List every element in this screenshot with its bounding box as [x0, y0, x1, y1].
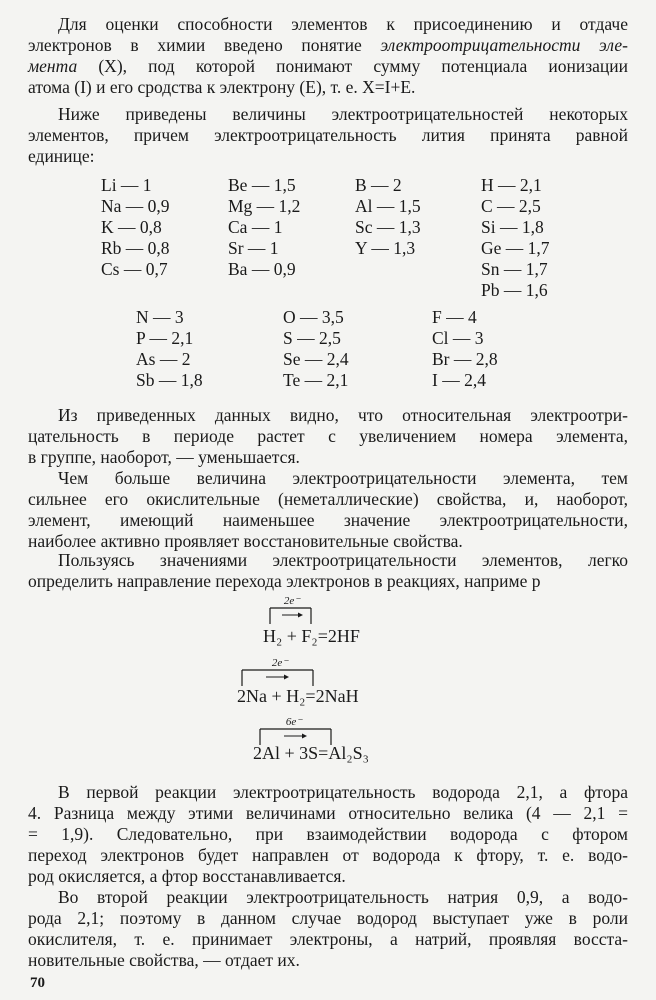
electron-count-label-1: 2e⁻: [283, 595, 301, 607]
reaction-2-equals: =: [305, 686, 316, 706]
electron-count-label-2: 2e⁻: [271, 657, 289, 669]
reaction-3: [253, 743, 369, 764]
element-value: N — 3: [136, 307, 184, 327]
direction-paragraph: [28, 550, 628, 592]
element-group-7: [432, 307, 498, 391]
reaction-1-equals: =: [317, 626, 328, 646]
element-value: Sn — 1,7: [481, 259, 548, 279]
electron-transfer-arrow-3: [252, 715, 352, 745]
intro-line-2: электронов в химии введено понятие: [28, 35, 381, 55]
second-reaction-line-4: новительные свойства, — отдает их.: [28, 950, 300, 970]
element-value: As — 2: [136, 349, 191, 369]
element-value: K — 0,8: [101, 217, 162, 237]
reaction-2: [237, 686, 359, 707]
element-group-3: [355, 175, 421, 259]
oxidizing-line-3: элемент, имеющий наименьшее значение электроотрицательности,: [28, 510, 628, 530]
intro-term-2: мента: [28, 56, 78, 76]
trend-line-2: цательность в периоде растет с увеличением номера элемента,: [28, 426, 628, 446]
first-reaction-line-4: переход электронов будет направлен от водорода к фтору, т. е. водо-: [28, 845, 628, 865]
element-value: Te — 2,1: [283, 370, 349, 390]
element-value: O — 3,5: [283, 307, 344, 327]
reaction-3-reactants: 2Al + 3S: [253, 743, 319, 763]
oxidizing-line-1: Чем больше величина электроотрицательности элемента, тем: [58, 468, 628, 488]
element-value: Ge — 1,7: [481, 238, 550, 258]
element-value: Y — 1,3: [355, 238, 416, 258]
table-intro-line-3: единице:: [28, 146, 95, 166]
table-intro-line-1: Ниже приведены величины электроотрицательностей некоторых: [58, 104, 628, 124]
element-value: Sr — 1: [228, 238, 279, 258]
reaction-3-equals: =: [318, 743, 329, 763]
reaction-2-products: 2NaH: [315, 686, 359, 706]
table-intro-line-2: элементов, причем электроотрицательность лития принята равной: [28, 125, 628, 145]
trend-paragraph: [28, 405, 628, 468]
element-value: I — 2,4: [432, 370, 486, 390]
element-group-5: [136, 307, 203, 391]
element-value: F — 4: [432, 307, 477, 327]
first-reaction-line-1: В первой реакции электроотрицательность водорода 2,1, а фтора: [58, 782, 628, 802]
element-value: Ca — 1: [228, 217, 283, 237]
element-group-4: [481, 175, 550, 301]
first-reaction-paragraph: [28, 782, 628, 887]
intro-paragraph: [28, 14, 628, 98]
reaction-1-reactants: H₂ + F₂: [263, 626, 318, 646]
element-value: H — 2,1: [481, 175, 542, 195]
element-value: Se — 2,4: [283, 349, 349, 369]
element-value: Mg — 1,2: [228, 196, 301, 216]
second-reaction-line-2: рода 2,1; поэтому в данном случае водород выступает уже в роли: [28, 908, 628, 928]
reaction-1: [263, 626, 360, 647]
reaction-1-products: 2HF: [327, 626, 360, 646]
element-value: S — 2,5: [283, 328, 341, 348]
intro-line-3: (X), под которой понимают сумму потенциала ионизации: [77, 56, 628, 76]
second-reaction-paragraph: [28, 887, 628, 971]
element-value: Cs — 0,7: [101, 259, 168, 279]
reaction-3-products: Al₂S₃: [328, 743, 369, 763]
first-reaction-line-3: = 1,9). Следовательно, при взаимодействии водорода с фтором: [28, 824, 628, 844]
element-group-6: [283, 307, 349, 391]
element-value: C — 2,5: [481, 196, 541, 216]
page-number: 70: [30, 975, 45, 991]
element-value: Si — 1,8: [481, 217, 544, 237]
oxidizing-paragraph: [28, 468, 628, 552]
direction-line-1: Пользуясь значениями электроотрицательности элементов, легко: [58, 550, 628, 570]
element-value: Ba — 0,9: [228, 259, 296, 279]
intro-line-1: Для оценки способности элементов к присоединению и отдаче: [58, 14, 628, 34]
element-value: Rb — 0,8: [101, 238, 170, 258]
element-value: Be — 1,5: [228, 175, 296, 195]
element-value: Na — 0,9: [101, 196, 170, 216]
direction-line-2: определить направление перехода электронов в реакциях, наприме р: [28, 571, 541, 591]
oxidizing-line-4: наиболее активно проявляет восстановительные свойства.: [28, 531, 463, 551]
oxidizing-line-2: сильнее его окислительные (неметаллические) свойства, и, наоборот,: [28, 489, 628, 509]
trend-line-1: Из приведенных данных видно, что относительная электроотри-: [58, 405, 628, 425]
element-value: Pb — 1,6: [481, 280, 548, 300]
element-group-1: [101, 175, 170, 280]
table-intro-paragraph: [28, 104, 628, 167]
intro-line-4: атома (I) и его сродства к электрону (E), т. е. X=I+E.: [28, 77, 416, 97]
element-group-2: [228, 175, 300, 280]
second-reaction-line-1: Во второй реакции электроотрицательность натрия 0,9, а водо-: [58, 887, 628, 907]
element-value: Sb — 1,8: [136, 370, 203, 390]
trend-line-3: в группе, наоборот, — уменьшается.: [28, 447, 300, 467]
intro-term-1: электроотрицательности эле-: [380, 35, 628, 55]
element-value: Li — 1: [101, 175, 152, 195]
first-reaction-line-2: 4. Разница между этими величинами относительно велика (4 — 2,1 =: [28, 803, 628, 823]
electron-transfer-arrow-2: [236, 656, 346, 686]
electron-count-label-3: 6e⁻: [285, 716, 303, 728]
second-reaction-line-3: окислителя, т. е. принимает электроны, а натрий, проявляя восста-: [28, 929, 628, 949]
reaction-2-reactants: 2Na + H₂: [237, 686, 306, 706]
element-value: B — 2: [355, 175, 402, 195]
element-value: Sc — 1,3: [355, 217, 421, 237]
element-value: Cl — 3: [432, 328, 484, 348]
element-value: Br — 2,8: [432, 349, 498, 369]
element-value: Al — 1,5: [355, 196, 421, 216]
first-reaction-line-5: род окисляется, а фтор восстанавливается.: [28, 866, 346, 886]
element-value: P — 2,1: [136, 328, 194, 348]
electron-transfer-arrow-1: [262, 594, 322, 624]
